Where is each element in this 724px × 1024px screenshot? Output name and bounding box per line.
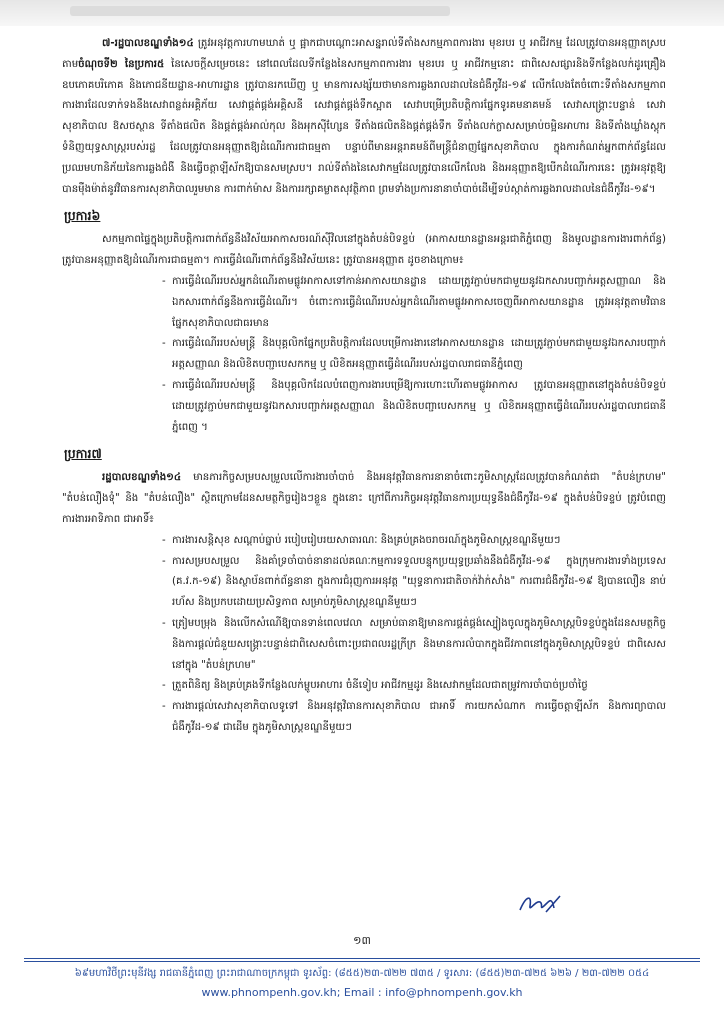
footer-address: ៦៩មហាវិថីព្រះមុនីវង្ស រាជធានីភ្នំពេញ ព្រះរាជាណាចក្រកម្ពុជា ទូរស័ព្ទ: (៨៥៥)២៣-៧២២ ៧៣៥ / ទូរសារ: (៨៥៥)២៣-៧២៥ ៦២៦ / ២៣-៧២២ ០៥៤ [74,968,650,979]
point7-text-b: នៃសេចក្តីសម្រេចនេះ នៅពេលដែលទីកន្លែងនៃសកម្មភាពការងារ មុខរបរ ឬ អាជីវកម្មនោះ ជាពិសេសផ្សារនិងទីកន្លែងលក់ដូរគ្រឿងឧបភោគបរិភោគ និងភោជនីយដ្ឋាន-អាហារដ្ឋាន ត្រូវបានរកឃើញ ឬ មានការសង្ស័យថាមានការឆ្លងរាលដាលនៃជំងឺកូវីដ-១៩ លើកលែងតែចំពោះទីតាំងសកម្មភាពការងារដែលទាក់ទងនឹងសេវាពន្លត់អគ្គិភ័យ សេវាផ្គត់ផ្គង់អគ្គិសនី សេវាផ្គត់ផ្គង់ទឹកស្អាត សេវាបម្រើប្រតិបត្តិការផ្នែកទូរគមនាគមន៍ សេវាសង្គ្រោះបន្ទាន់ សេវាសុខាភិបាល ឱសថស្ថាន ទីតាំងផលិត និងផ្គត់ផ្គង់អាល់កុល និងអុកស៊ីហ្សែន ទីតាំងផលិតនិងផ្គត់ផ្គង់ទឹក ទីតាំងលក់ក្លាសសម្រាប់ចម្អិនអាហារ និងទីតាំងឃ្លាំងស្តុកទំនិញយុទ្ធសាស្ត្ររបស់រដ្ឋ ដែលត្រូវបានអនុញ្ញាតឱ្យដំណើរការជាធម្មតា បន្ទាប់ពីមានអន្តរាគមន៍ពីមន្ត្រីជំនាញផ្នែកសុខាភិបាល ក្នុងការកំណត់អ្នកពាក់ព័ន្ធដែលប្រឈមហានិភ័យនៃការឆ្លងជំងឺ និងធ្វើចត្តាឡីស័កឱ្យបានសមស្រប។ រាល់ទីតាំងនៃសេវាកម្មដែលត្រូវបានលើកលែង និងអនុញ្ញាតឱ្យបើកដំណើរការនេះ ត្រូវអនុវត្តឱ្យបានម៉ឺងម៉ាត់នូវវិធានការសុខាភិបាលរួមមាន ការពាក់ម៉ាស និងការរក្សាគម្លាតសុវត្ថិភាព ព្រមទាំងប្រការនានាចាំបាច់ដើម្បីទប់ស្កាត់ការឆ្លងរាលដាលនៃជំងឺកូវីដ-១៩។ [62,58,666,195]
article6-title: ប្រការ៦ [64,208,101,224]
footer-divider-thin [24,961,700,962]
list-item: - ការងារសន្តិសុខ សណ្តាប់ធ្នាប់ របៀបរៀបរយសាធារណៈ និងគ្រប់គ្រងចរាចរណ៍ក្នុងភូមិសាស្ត្រខណ្ឌនីមួយៗ [162,534,561,546]
article6-intro: សកម្មភាពផ្ទៃក្នុងប្រតិបត្តិការពាក់ព័ន្ធនឹងវិស័យអាកាសចរណ៍ស៊ីវិលនៅក្នុងតំបន់បិទខ្ទប់ (អាកាសយានដ្ឋានអន្តរជាតិភ្នំពេញ និងមូលដ្ឋានការងារពាក់ព័ន្ធ) ត្រូវបានអនុញ្ញាតឱ្យដំណើរការជាធម្មតា។ ការធ្វើដំណើរពាក់ព័ន្ធនឹងវិស័យនេះ ត្រូវបានអនុញ្ញាត ដូចខាងក្រោម៖ [62,234,666,267]
article5-point7 [62,34,666,200]
article7-title: ប្រការ៧ [64,446,102,462]
point7-reference: ចំណុចទី២ នៃប្រការ៥ [78,58,165,70]
article6-bullet-list [62,272,666,438]
article7-intro [62,468,666,530]
article7-bullet-list [62,531,666,739]
page-number: ១៣ [353,934,371,947]
article7-intro-text: មានភារកិច្ចសម្របសម្រួលលើការងារចាំបាច់ និងអនុវត្តវិធានការនានាចំពោះភូមិសាស្ត្រដែលត្រូវបានកំណត់ជា "តំបន់ក្រហម" "តំបន់លឿងទុំ" និង "តំបន់លឿង" ស្ថិតក្រោមដែនសមត្ថកិច្ចរៀងៗខ្លួន ក្នុងនោះ ក្រៅពីភារកិច្ចអនុវត្តវិធានការប្រយុទ្ធនឹងជំងឺកូវីដ-១៩ ក្នុងតំបន់បិទខ្ទប់ ត្រូវបំពេញការងារអាទិភាព ជាអាទិ៍៖ [62,472,666,525]
list-item: - ការធ្វើដំណើររបស់មន្ត្រី និងបុគ្គលិកដែលបំពេញការងារបម្រើឱ្យការហោះហើរតាមផ្លូវអាកាស ត្រូវបានអនុញ្ញាតនៅក្នុងតំបន់បិទខ្ទប់ ដោយត្រូវភ្ជាប់មកជាមួយនូវឯកសារបញ្ជាក់អត្តសញ្ញាណ និងលិខិតបញ្ជាបេសកកម្ម ឬ លិខិតអនុញ្ញាតធ្វើដំណើររបស់រដ្ឋបាលរាជធានីភ្នំពេញ ។ [162,379,666,433]
initials-signature [516,890,562,918]
list-item: - ត្រៀមបម្រុង និងលើកសំណើឱ្យបានទាន់ពេលវេលា សម្រាប់ធានាឱ្យមានការផ្គត់ផ្គង់ស្បៀងចូលក្នុងភូមិសាស្ត្របិទខ្ទប់ក្នុងដែនសមត្ថកិច្ច និងការផ្តល់ជំនួយសង្គ្រោះបន្ទាន់ជាពិសេសចំពោះប្រជាពលរដ្ឋក្រីក្រ និងមានការលំបាកក្នុងជីវភាពនៅក្នុងភូមិសាស្ត្របិទខ្ទប់ ជាពិសេសនៅក្នុង "តំបន់ក្រហម" [162,617,666,671]
point7-text-a: ត្រូវអនុវត្តការហាមឃាត់ ឬ ផ្អាកជាបណ្តោះអាសន្នរាល់ទីតាំងសកម្មភាពការងារ មុខរបរ ឬ អាជីវកម្ម ដែលត្រូវបានអនុញ្ញាតស្របតាម [62,38,666,70]
list-item: - ការសម្របសម្រួល និងគាំទ្រចាំបាច់នានាដល់គណៈកម្មការទទួលបន្ទុកប្រយុទ្ធប្រឆាំងនឹងជំងឺកូវីដ-១៩ ក្នុងក្រុមការងារទាំងប្រទេស (គ.វ.ក-១៩) និងស្ថាប័នពាក់ព័ន្ធនានា ក្នុងការជំរុញការអនុវត្ត "យុទ្ធនាការជាតិចាក់វ៉ាក់សាំង" ការពារជំងឺកូវីដ-១៩ ឱ្យបានលឿន នាប់រហ័ស និងប្រកបដោយប្រសិទ្ធភាព សម្រាប់ភូមិសាស្ត្រខណ្ឌនីមួយៗ [162,555,666,609]
footer-website-email: www.phnompenh.gov.kh; Email : info@phnompenh.gov.kh [201,986,523,999]
list-item: - ការធ្វើដំណើររបស់អ្នកដំណើរតាមផ្លូវអាកាសទៅកាន់អាកាសយានដ្ឋាន ដោយត្រូវភ្ជាប់មកជាមួយនូវឯកសារបញ្ជាក់អត្តសញ្ញាណ និងឯកសារពាក់ព័ន្ធនឹងការធ្វើដំណើរ។ ចំពោះការធ្វើដំណើររបស់អ្នកដំណើរតាមផ្លូវអាកាសចេញពីអាកាសយានដ្ឋាន ត្រូវអនុវត្តតាមវិធានផ្នែកសុខាភិបាលជាធរមាន [162,275,666,329]
list-item: - ការធ្វើដំណើររបស់មន្ត្រី និងបុគ្គលិកផ្នែកប្រតិបត្តិការដែលបម្រើការងារនៅអាកាសយានដ្ឋាន ដោយត្រូវភ្ជាប់មកជាមួយនូវឯកសារបញ្ជាក់អត្តសញ្ញាណ និងលិខិតបញ្ជាបេសកកម្ម ឬ លិខិតអនុញ្ញាតធ្វើដំណើររបស់រដ្ឋបាលរាជធានីភ្នំពេញ [162,338,666,371]
list-item: - ត្រួតពិនិត្យ និងគ្រប់គ្រងទីកន្លែងលក់ម្ហូបអាហារ ចំនីទៀប អាជីវកម្មដូរ និងសេវាកម្មដែលជាតម្រូវការចាំបាច់ប្រចាំថ្ងៃ [162,680,588,692]
article7-lead: រដ្ឋបាលខណ្ឌទាំង១៤ [102,472,182,484]
faded-header-text [70,6,450,16]
scanned-header-remnant [0,0,724,26]
article7-heading [62,440,666,468]
article6-heading [62,202,666,230]
document-body [62,34,666,739]
footer-divider [24,958,700,959]
list-item: - ការងារផ្តល់សេវាសុខាភិបាលទូទៅ និងអនុវត្តវិធានការសុខាភិបាល ជាអាទិ៍ ការយកសំណាក ការធ្វើចត្តាឡីស័ក និងការព្យាបាលជំងឺកូវីដ-១៩ ជាដើម ក្នុងភូមិសាស្ត្រខណ្ឌនីមួយៗ [162,701,666,733]
point7-lead: ៧-រដ្ឋបាលខណ្ឌទាំង១៤ [102,38,194,49]
